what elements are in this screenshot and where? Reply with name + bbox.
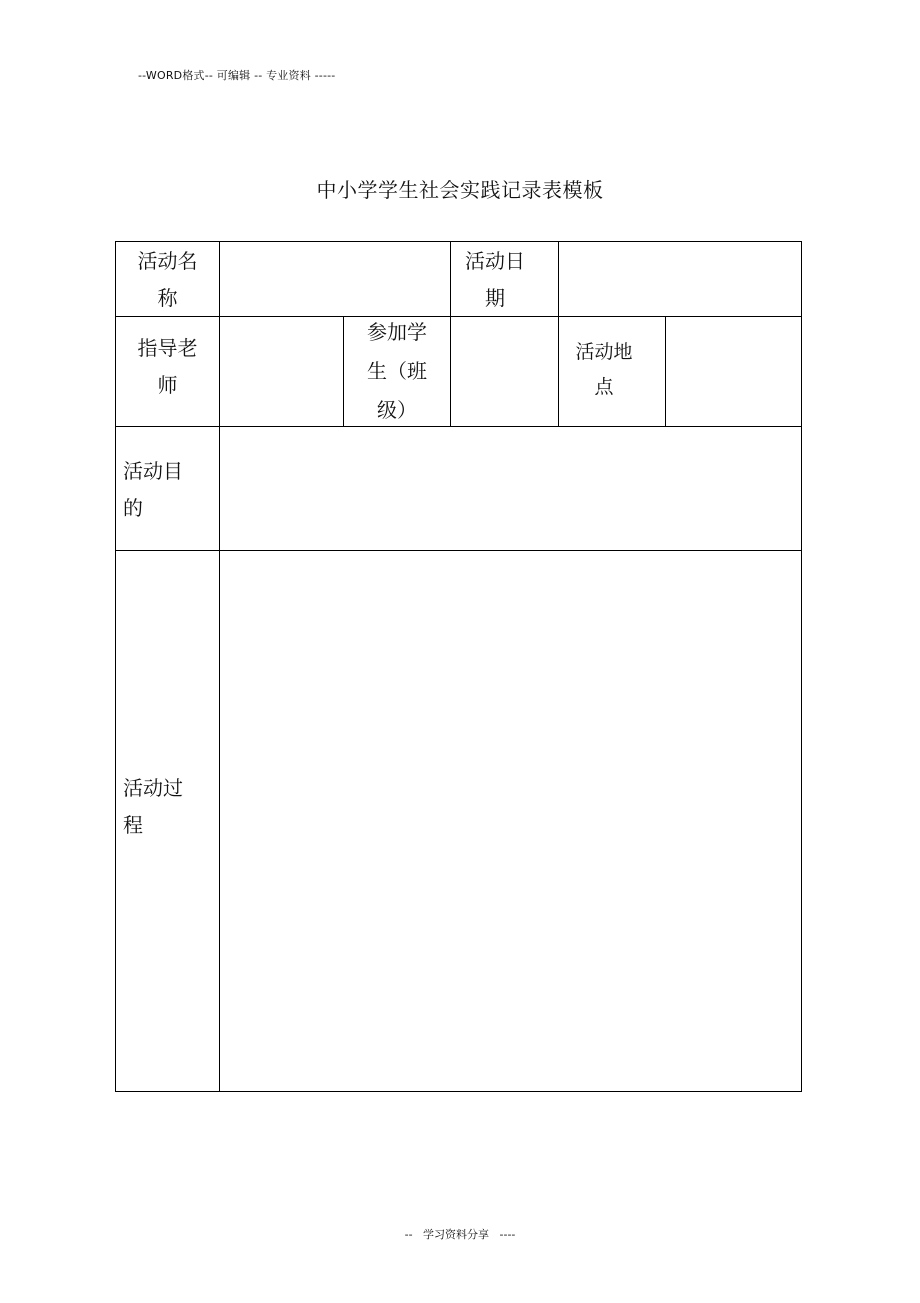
purpose-label-cell bbox=[115, 426, 220, 551]
activity-date-field[interactable] bbox=[558, 241, 802, 317]
location-label-cell bbox=[558, 316, 666, 427]
activity-name-label: 活动名 称 bbox=[137, 249, 198, 310]
purpose-field[interactable] bbox=[219, 426, 802, 551]
activity-name-field[interactable] bbox=[219, 241, 451, 317]
activity-date-label-cell bbox=[450, 241, 559, 317]
document-title: 中小学学生社会实践记录表模板 bbox=[316, 178, 604, 202]
activity-name-label-cell bbox=[115, 241, 220, 317]
process-label: 活动过 程 bbox=[123, 776, 183, 837]
activity-date-label: 活动日 期 bbox=[465, 249, 525, 310]
location-field[interactable] bbox=[665, 316, 802, 427]
process-label-cell bbox=[115, 550, 220, 1092]
supervisor-field[interactable] bbox=[219, 316, 344, 427]
participants-label-cell bbox=[343, 316, 451, 427]
process-field[interactable] bbox=[219, 550, 802, 1092]
supervisor-label: 指导老 师 bbox=[137, 336, 198, 397]
participants-label: 参加学 生（班 级） bbox=[367, 320, 427, 422]
purpose-label: 活动目 的 bbox=[123, 459, 183, 520]
participants-field[interactable] bbox=[450, 316, 559, 427]
page-footer-note: -- 学习资料分享 ---- bbox=[404, 1228, 516, 1241]
supervisor-label-cell bbox=[115, 316, 220, 427]
page-header-note: --WORD格式-- 可编辑 -- 专业资料 ----- bbox=[138, 69, 336, 82]
location-label: 活动地 点 bbox=[575, 341, 633, 398]
